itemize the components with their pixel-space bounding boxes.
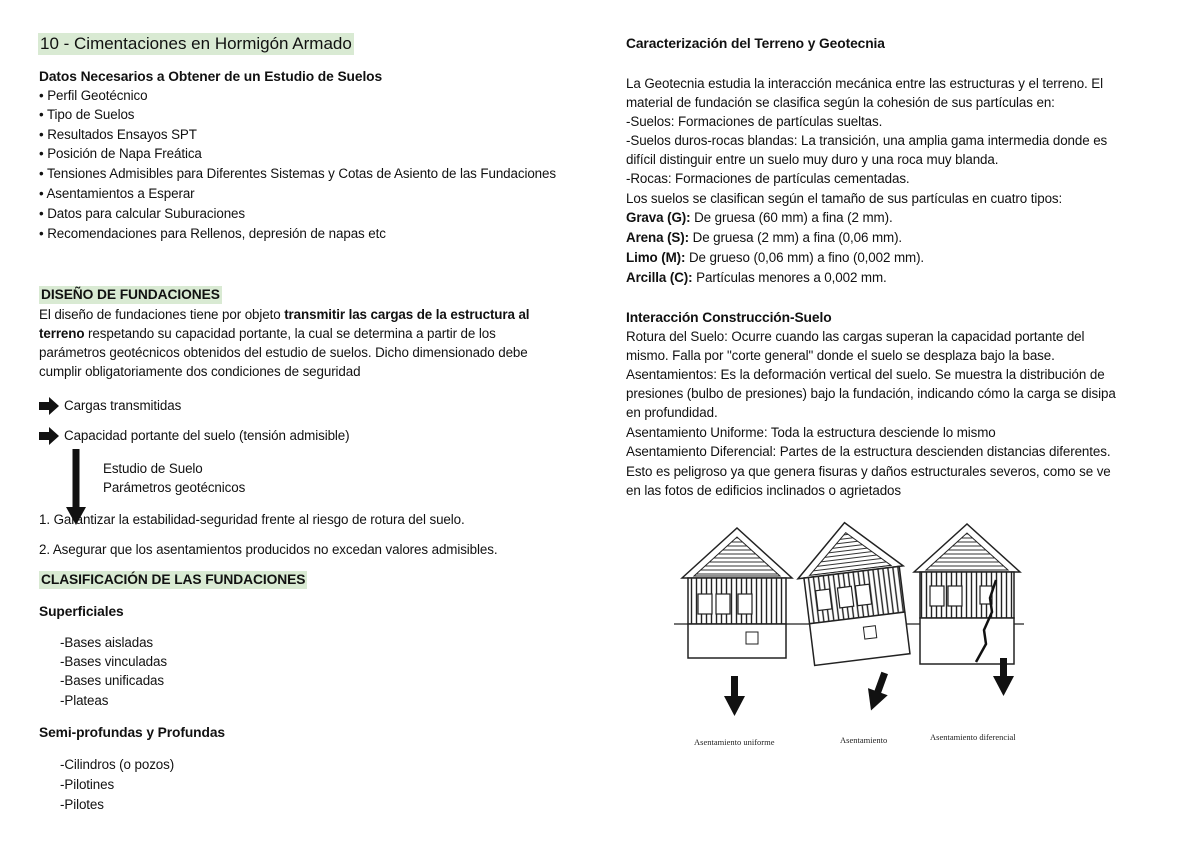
list-item: -Bases vinculadas bbox=[60, 654, 167, 669]
paragraph-line: en las fotos de edificios inclinados o agrietados bbox=[626, 483, 901, 498]
house-differential bbox=[914, 524, 1020, 664]
diseno-paragraph-line: parámetros geotécnicos obtenidos del estudio de suelos. Dicho dimensionado debe bbox=[39, 345, 528, 360]
diseno-paragraph-line: terreno respetando su capacidad portante, la cual se determina a partir de los bbox=[39, 326, 496, 341]
list-item: • Tipo de Suelos bbox=[39, 107, 135, 122]
list-item: -Bases unificadas bbox=[60, 673, 164, 688]
list-item: -Plateas bbox=[60, 693, 109, 708]
condition-text: 1. Garantizar la estabilidad-seguridad frente al riesgo de rotura del suelo. bbox=[39, 512, 465, 527]
soil-type-grava: Grava (G): De gruesa (60 mm) a fina (2 mm). bbox=[626, 210, 893, 225]
paragraph-line: Los suelos se clasifican según el tamaño de sus partículas en cuatro tipos: bbox=[626, 191, 1063, 206]
house-uniform bbox=[682, 528, 792, 658]
condition-item: Capacidad portante del suelo (tensión admisible) bbox=[64, 428, 350, 443]
settlement-illustration bbox=[674, 520, 1034, 725]
paragraph-line: Rotura del Suelo: Ocurre cuando las cargas superan la capacidad portante del bbox=[626, 329, 1085, 344]
paragraph-line: en profundidad. bbox=[626, 405, 718, 420]
diseno-paragraph-line: El diseño de fundaciones tiene por objeto transmitir las cargas de la estructura al bbox=[39, 307, 530, 322]
paragraph-line: Asentamiento Diferencial: Partes de la estructura descienden distancias diferentes. bbox=[626, 444, 1111, 459]
clasif-heading: CLASIFICACIÓN DE LAS FUNDACIONES bbox=[41, 572, 306, 587]
caption-differential: Asentamiento diferencial bbox=[930, 732, 1016, 742]
interaccion-heading: Interacción Construcción-Suelo bbox=[626, 310, 832, 325]
paragraph-line: Asentamiento Uniforme: Toda la estructura desciende lo mismo bbox=[626, 425, 996, 440]
paragraph-line: La Geotecnia estudia la interacción mecánica entre las estructuras y el terreno. El bbox=[626, 76, 1103, 91]
paragraph-line: presiones (bulbo de presiones) bajo la fundación, indicando cómo la carga se disipa bbox=[626, 386, 1116, 401]
parametros-label: Parámetros geotécnicos bbox=[103, 480, 246, 495]
soil-type-arcilla: Arcilla (C): Partículas menores a 0,002 mm. bbox=[626, 270, 887, 285]
list-item: -Pilotes bbox=[60, 797, 104, 812]
paragraph-line: mismo. Falla por "corte general" donde el suelo se desplaza bajo la base. bbox=[626, 348, 1055, 363]
datos-heading: Datos Necesarios a Obtener de un Estudio de Suelos bbox=[39, 69, 383, 84]
page-title: 10 - Cimentaciones en Hormigón Armado bbox=[40, 34, 352, 53]
soil-type-arena: Arena (S): De gruesa (2 mm) a fina (0,06 mm). bbox=[626, 230, 903, 245]
list-item: • Datos para calcular Suburaciones bbox=[39, 206, 245, 221]
right-arrow-icon bbox=[39, 427, 59, 445]
list-item: • Recomendaciones para Rellenos, depresión de napas etc bbox=[39, 226, 386, 241]
diseno-paragraph-line: cumplir obligatoriamente dos condiciones de seguridad bbox=[39, 364, 361, 379]
paragraph-line: Esto es peligroso ya que genera fisuras y daños estructurales severos, como se ve bbox=[626, 464, 1111, 479]
paragraph-line: difícil distinguir entre un suelo muy duro y una roca muy blanda. bbox=[626, 152, 999, 167]
paragraph-line: -Suelos: Formaciones de partículas sueltas. bbox=[626, 114, 883, 129]
caption-settlement: Asentamiento bbox=[840, 735, 888, 745]
estudio-label: Estudio de Suelo bbox=[103, 461, 203, 476]
down-arrow-icon bbox=[724, 676, 745, 716]
diseno-heading: DISEÑO DE FUNDACIONES bbox=[41, 287, 220, 302]
soil-type-limo: Limo (M): De grueso (0,06 mm) a fino (0,002 mm). bbox=[626, 250, 925, 265]
list-item: • Asentamientos a Esperar bbox=[39, 186, 195, 201]
paragraph-line: -Rocas: Formaciones de partículas cementadas. bbox=[626, 171, 910, 186]
down-arrow-icon bbox=[861, 669, 894, 714]
condition-item: Cargas transmitidas bbox=[64, 398, 182, 413]
list-item: -Cilindros (o pozos) bbox=[60, 757, 175, 772]
condition-text: 2. Asegurar que los asentamientos producidos no excedan valores admisibles. bbox=[39, 542, 498, 557]
caption-uniform: Asentamiento uniforme bbox=[694, 737, 775, 747]
list-item: • Posición de Napa Freática bbox=[39, 146, 202, 161]
list-item: -Bases aisladas bbox=[60, 635, 154, 650]
list-item: • Perfil Geotécnico bbox=[39, 88, 148, 103]
right-arrow-icon bbox=[39, 397, 59, 415]
list-item: • Tensiones Admisibles para Diferentes Sistemas y Cotas de Asiento de las Fundaciones bbox=[39, 166, 556, 181]
paragraph-line: material de fundación se clasifica según la cohesión de sus partículas en: bbox=[626, 95, 1055, 110]
paragraph-line: -Suelos duros-rocas blandas: La transición, una amplia gama intermedia donde es bbox=[626, 133, 1108, 148]
semi-heading: Semi-profundas y Profundas bbox=[39, 725, 225, 740]
house-tilted bbox=[792, 520, 914, 666]
paragraph-line: Asentamientos: Es la deformación vertical del suelo. Se muestra la distribución de bbox=[626, 367, 1105, 382]
list-item: • Resultados Ensayos SPT bbox=[39, 127, 197, 142]
right-heading: Caracterización del Terreno y Geotecnia bbox=[626, 36, 885, 51]
list-item: -Pilotines bbox=[60, 777, 115, 792]
superficiales-heading: Superficiales bbox=[39, 604, 124, 619]
